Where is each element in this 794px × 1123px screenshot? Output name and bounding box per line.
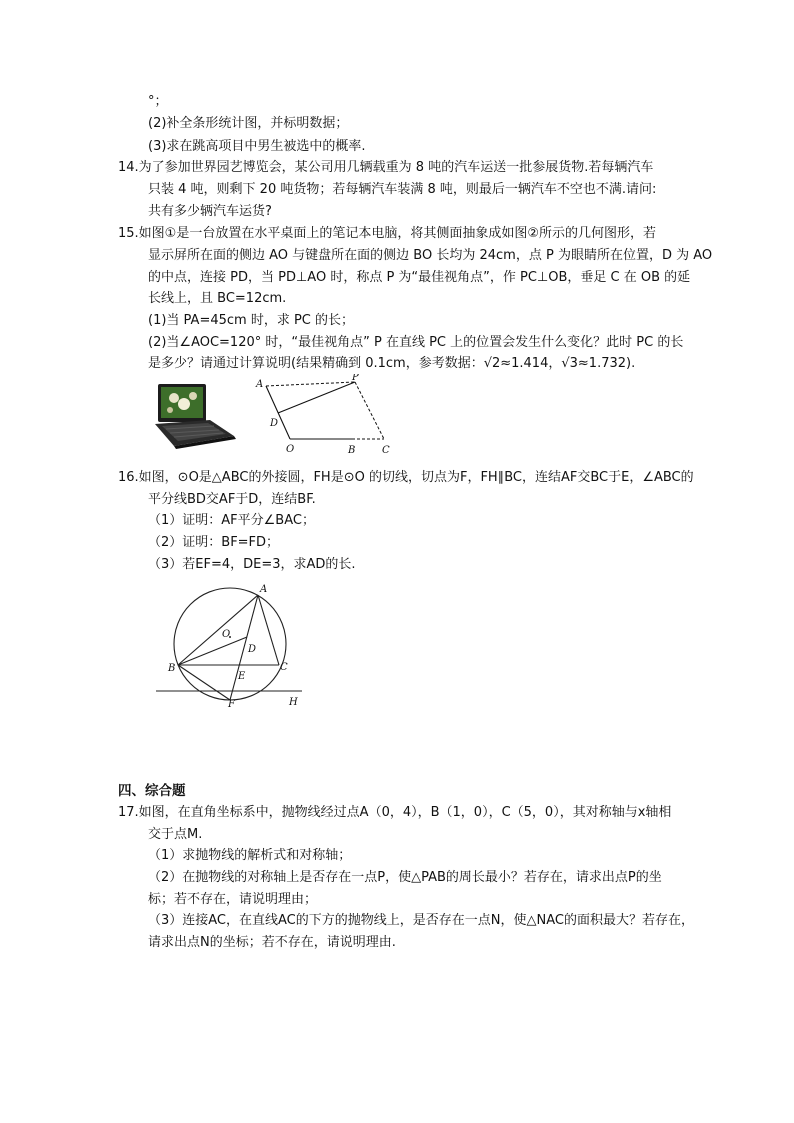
problem-17-part-1: （1）求抛物线的解析式和对称轴； — [148, 848, 352, 863]
fragment-line: °； — [148, 94, 168, 109]
label-b: B — [168, 663, 176, 674]
laptop-geometry-figure — [248, 374, 398, 458]
problem-15-line-1: 15.如图①是一台放置在水平桌面上的笔记本电脑，将其侧面抽象成如图②所示的几何图形，若 — [118, 226, 656, 241]
problem-16-part-3: （3）若EF=4，DE=3，求AD的长. — [148, 557, 356, 572]
problem-17-part-2: （2）在抛物线的对称轴上是否存在一点P，使△PAB的周长最小？若存在，请求出点P的坐 — [148, 870, 662, 885]
problem-15-part-2-cont: 是多少？请通过计算说明(结果精确到 0.1cm，参考数据：√2≈1.414，√3≈1.732). — [148, 356, 636, 371]
segment-bd — [178, 637, 247, 665]
label-o: O — [286, 444, 295, 455]
label-a: A — [256, 379, 264, 390]
segment-ap — [266, 382, 355, 386]
label-h: H — [289, 697, 298, 708]
section-title: 四、综合题 — [118, 783, 186, 799]
label-b: B — [348, 445, 356, 456]
problem-17-part-3: （3）连接AC，在直线AC的下方的抛物线上，是否存在一点N，使△NAC的面积最大？若存在， — [148, 913, 694, 928]
segment-dp — [278, 382, 355, 413]
label-e: E — [238, 671, 246, 682]
problem-17-part-3-cont: 请求出点N的坐标；若不存在，请说明理由. — [148, 935, 396, 950]
segment-bf — [178, 665, 230, 700]
problem-17-line-1: 17.如图，在直角坐标系中，抛物线经过点A（0，4），B（1，0），C（5，0），其对称轴与x轴相 — [118, 805, 672, 820]
problem-15-line-3: 的中点，连接 PD，当 PD⊥AO 时，称点 P 为“最佳视角点”，作 PC⊥OB，垂足 C 在 OB 的延 — [148, 270, 691, 285]
problem-15-line-4: 长线上，且 BC=12cm. — [148, 291, 287, 306]
problem-16-line-2: 平分线BD交AF于D，连结BF. — [148, 492, 316, 507]
label-o: O — [222, 629, 231, 640]
problem-17-part-2-cont: 标；若不存在，请说明理由； — [148, 892, 318, 907]
problem-16-part-1: （1）证明：AF平分∠BAC； — [148, 513, 315, 528]
problem-14-line-3: 共有多少辆汽车运货? — [148, 204, 272, 219]
laptop-photo — [152, 380, 240, 450]
label-d: D — [270, 418, 279, 429]
problem-14-line-1: 14.为了参加世界园艺博览会，某公司用几辆载重为 8 吨的汽车运送一批参展货物.若每辆汽车 — [118, 160, 654, 175]
label-d: D — [248, 644, 257, 655]
problem-15-line-2: 显示屏所在面的侧边 AO 与键盘所在面的侧边 BO 长均为 24cm，点 P 为眼睛所在位置，D 为 AO — [148, 248, 713, 263]
problem-15-part-1: (1)当 PA=45cm 时，求 PC 的长； — [148, 313, 355, 328]
problem-16-line-1: 16.如图，⊙O是△ABC的外接圆，FH是⊙O 的切线，切点为F，FH∥BC，连结AF交BC于E，∠ABC的 — [118, 470, 694, 485]
problem-16-part-2: （2）证明：BF=FD； — [148, 535, 280, 550]
question-13-part-2: (2)补全条形统计图，并标明数据； — [148, 116, 349, 131]
label-c: C — [382, 445, 390, 456]
circle-geometry-figure — [152, 578, 304, 712]
problem-14-line-2: 只装 4 吨，则剩下 20 吨货物；若每辆汽车装满 8 吨，则最后一辆汽车不空也不满.请问: — [148, 182, 657, 197]
label-c: C — [280, 662, 288, 673]
label-p: P — [352, 374, 359, 383]
question-13-part-3: (3)求在跳高项目中男生被选中的概率. — [148, 139, 366, 154]
problem-17-line-2: 交于点M. — [148, 827, 203, 842]
label-f: F — [228, 699, 235, 710]
label-a: A — [260, 584, 268, 595]
segment-ac — [258, 595, 279, 665]
problem-15-part-2: (2)当∠AOC=120° 时，“最佳视角点” P 在直线 PC 上的位置会发生什么变化？此时 PC 的长 — [148, 335, 684, 350]
segment-pc — [355, 382, 384, 439]
